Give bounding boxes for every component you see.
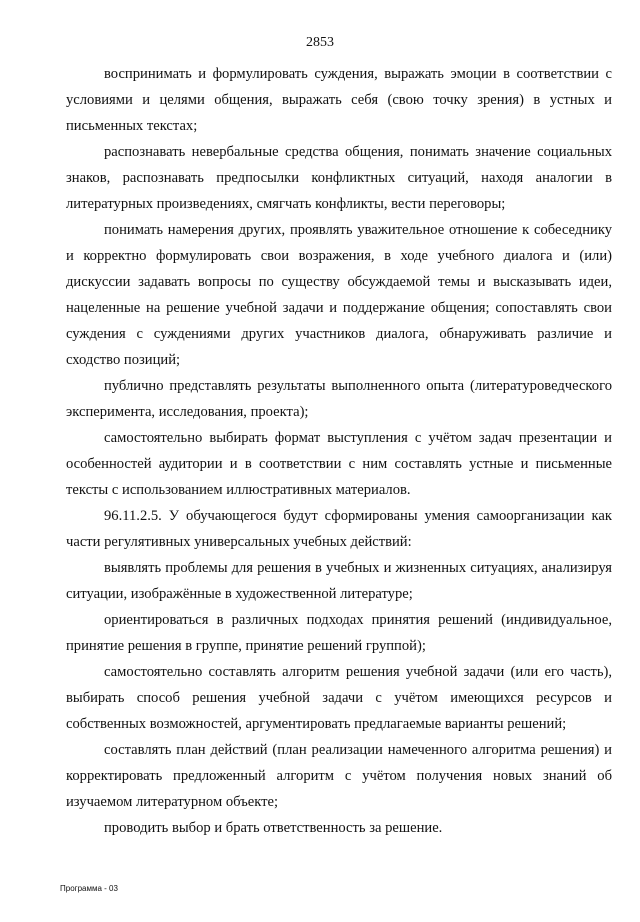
paragraph-1: воспринимать и формулировать суждения, выражать эмоции в соответствии с условиями и целями общения, выражать себя (свою точку зрения) в устных и письменных текстах; [66, 66, 612, 134]
paragraph-3: понимать намерения других, проявлять уважительное отношение к собеседнику и корректно формулировать свои возражения, в ходе учебного диалога и (или) дискуссии задавать вопросы по существу обсуждаемой темы и высказывать идеи, нацеленные на решение учебной задачи и поддержание общения; сопоставлять свои суждения с суждениями других участников диалога, обнаруживать различие и сходство позиций; [66, 222, 612, 368]
paragraph-10: составлять план действий (план реализации намеченного алгоритма решения) и корректировать предложенный алгоритм с учётом получения новых знаний об изучаемом литературном объекте; [66, 742, 612, 810]
paragraph-7: выявлять проблемы для решения в учебных и жизненных ситуациях, анализируя ситуации, изображённые в художественной литературе; [66, 560, 612, 602]
paragraph-6-section-heading: 96.11.2.5. У обучающегося будут сформированы умения самоорганизации как части регулятивных универсальных учебных действий: [66, 508, 612, 550]
paragraph-8: ориентироваться в различных подходах принятия решений (индивидуальное, принятие решения в группе, принятие решений группой); [66, 612, 612, 654]
footer-label: Программа - 03 [60, 884, 118, 893]
paragraph-11: проводить выбор и брать ответственность за решение. [104, 820, 443, 836]
paragraph-5: самостоятельно выбирать формат выступления с учётом задач презентации и особенностей аудитории и в соответствии с ним составлять устные и письменные тексты с использованием иллюстративных материалов. [66, 430, 612, 498]
paragraph-9: самостоятельно составлять алгоритм решения учебной задачи (или его часть), выбирать способ решения учебной задачи с учётом имеющихся ресурсов и собственных возможностей, аргументировать предлагаемые варианты решений; [66, 664, 612, 732]
page-number: 2853 [306, 35, 334, 50]
document-body [66, 61, 612, 841]
paragraph-4: публично представлять результаты выполненного опыта (литературоведческого эксперимента, исследования, проекта); [66, 378, 612, 420]
paragraph-2: распознавать невербальные средства общения, понимать значение социальных знаков, распознавать предпосылки конфликтных ситуаций, находя аналогии в литературных произведениях, смягчать конфликты, вести переговоры; [66, 144, 612, 212]
